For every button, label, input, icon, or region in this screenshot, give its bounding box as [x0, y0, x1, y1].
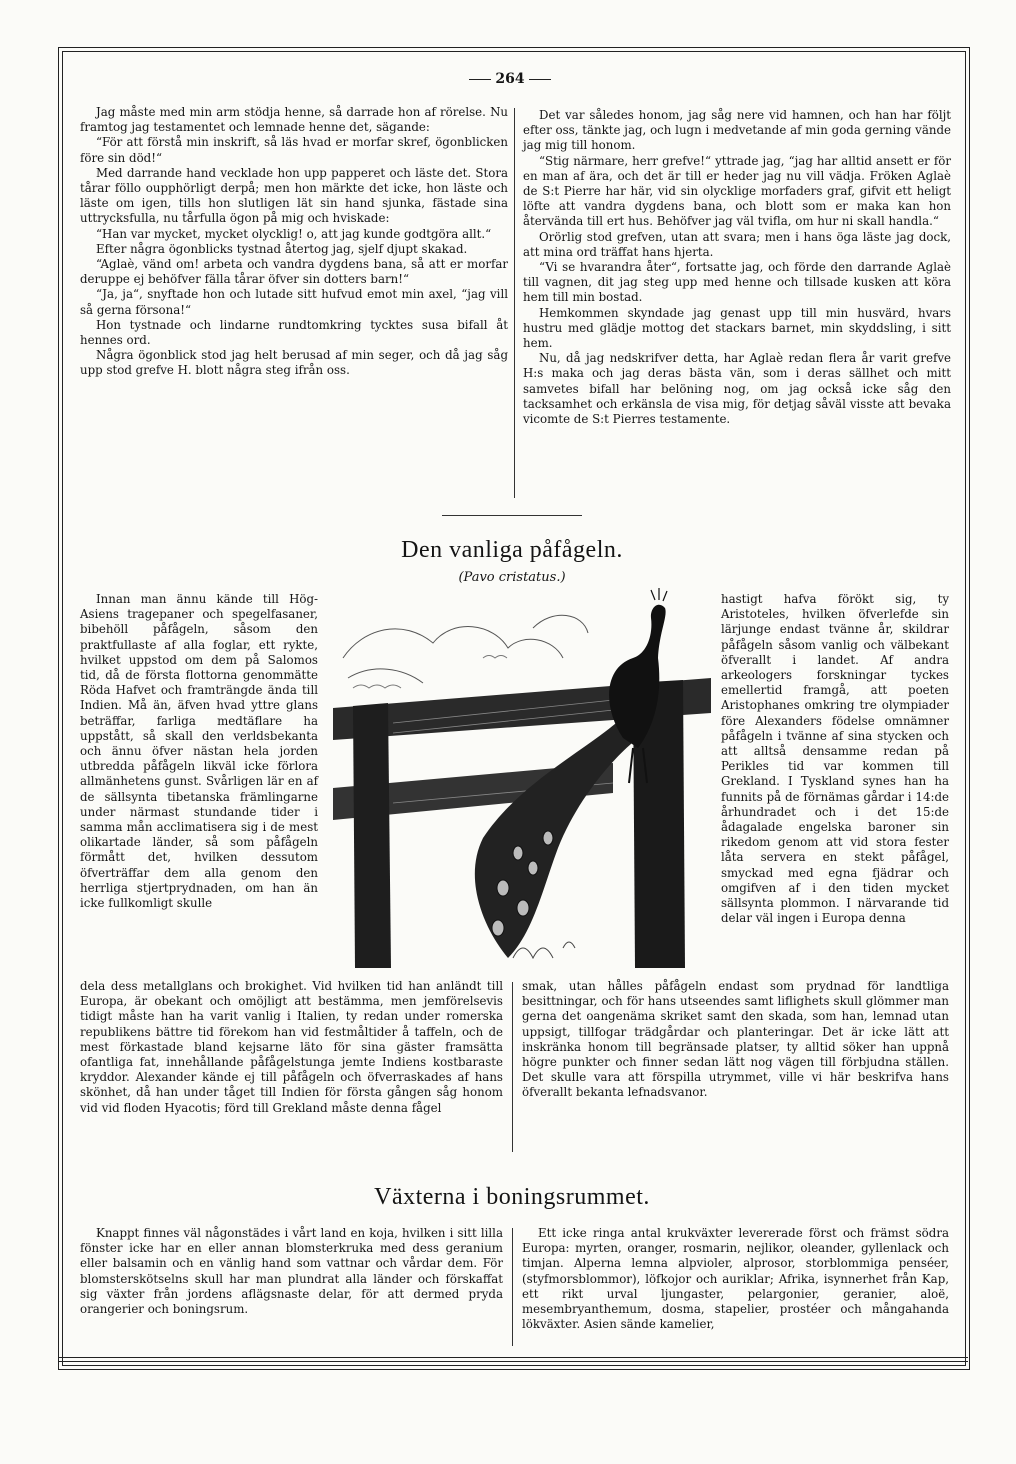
peacock-right-column: [721, 592, 949, 926]
paragraph: Nu, då jag nedskrifver detta, har Aglaè redan flera år varit grefve H:s maka och jag deras bästa vän, som i deras sällhet och mitt samvetes bifall har belöning nog, om jag också icke såg den tacksamhet och erkänsla de visa mig, för detjag såväl visste att bevaka vicomte de S:t Pierres testamente.: [523, 351, 951, 427]
paragraph: Innan man ännu kände till Hög-Asiens tragepaner och spegelfasaner, bibehöll påfågeln, såsom den praktfullaste af alla foglar, ett rykte, hvilket uppstod om dem på Salomos tid, då de första flottorna genommätte Röda Hafvet och framträngde ända till Indien. Må än, äfven hvad yttre glans beträffar, farliga medtäflare ha uppstått, så skall den verldsbekanta och ännu öfver nästan hela jorden utbredda påfågeln likväl icke förlora allmänhetens gunst. Svårligen lär en af de sällsynta tibetanska främlingarne under närmast stundande tider i samma mån acclimatisera sig i de mest olikartade länder, så som påfågeln förmått det, hvilken dessutom öfverträffar dem alla genom den herrliga stjertprydnaden, om han än icke fullkomligt skulle: [80, 592, 318, 911]
paragraph: “Han var mycket, mycket olycklig! o, att jag kunde godtgöra allt.“: [96, 226, 492, 241]
story-left-column: [80, 105, 508, 379]
paragraph: hastigt hafva förökt sig, ty Aristoteles, hvilken öfverlefde sin lärjunge endast tvänne år, skildrar påfågeln såsom vanlig och välbekant öfverallt i landet. Af andra arkeologers forskningar tyckes emellertid framgå, att poeten Aristophanes omkring tre olympiader före Alexanders födelse omnämner påfågeln i tvänne af sina stycken och att alltså densamme redan på Perikles tid var kommen till Grekland. I Tyskland synes han ha funnits på de förnämas gårdar i 14:de århundradet och i det 15:de ådagalade engelska baroner sin rikedom genom att vid stora fester låta servera en stekt påfågel, smyckad med egna fjädrar och omgifven af i den tiden mycket sällsynta plommon. I närvarande tid delar väl ingen i Europa denna: [721, 592, 949, 926]
paragraph: Hon tystnade och lindarne rundtomkring tycktes susa bifall åt hennes ord.: [80, 317, 508, 348]
wooden-post: [353, 703, 391, 968]
paragraph: “Aglaè, vänd om! arbeta och vandra dygdens bana, så att er morfar deruppe ej behöfver fälla tårar öfver sin dotters barn!“: [80, 257, 508, 287]
paragraph: Orörlig stod grefven, utan att svara; men i hans öga läste jag dock, att mina ord träffat hans hjerta.: [523, 229, 951, 259]
section-divider: [442, 515, 582, 516]
peacock-bottom-right: [522, 979, 949, 1101]
paragraph: Efter några ögonblicks tystnad återtog jag, sjelf djupt skakad.: [96, 241, 468, 256]
paragraph: Jag måste med min arm stödja henne, så darrade hon af rörelse. Nu framtog jag testamentet och lemnade henne det, sägande:: [80, 105, 508, 135]
column-divider: [514, 108, 515, 498]
bottom-rule: [58, 1361, 968, 1362]
peacock-illustration: [333, 588, 711, 968]
paragraph: “Ja, ja“, snyftade hon och lutade sitt hufvud emot min axel, “jag vill så gerna försona!“: [80, 287, 508, 317]
paragraph: Knappt finnes väl någonstädes i vårt land en koja, hvilken i sitt lilla fönster icke har en eller annan blomsterkruka med dess geranium eller balsamin och en vänlig hand som vattnar och vårdar dem. För blomsterskötselns skull har man plundrat alla länder och förskaffat sig växter från jordens aflägsnaste delar, för att dermed pryda orangerier och boningsrum.: [80, 1226, 503, 1317]
paragraph: “Vi se hvarandra åter“, fortsatte jag, och förde den darrande Aglaè till vagnen, dit jag steg upp med henne och tillsade kusken att köra hem till min bostad.: [523, 260, 951, 305]
article-title-peacock: Den vanliga påfågeln.: [401, 537, 623, 563]
paragraph: Det var således honom, jag såg nere vid hamnen, och han har följt efter oss, tänkte jag, och lugn i medvetande af min goda gerning vände jag mig till honom.: [523, 108, 951, 153]
peacock-left-column: [80, 592, 318, 911]
paragraph: smak, utan hålles påfågeln endast som prydnad för landtliga besittningar, och för hans utseendes samt liflighets skull glömmer man gerna det oangenäma skriket samt den skada, som han, lemnad utan uppsigt, tillfogar trädgårdar och planteringar. Det är icke lätt att inskränka honom till begränsade platser, ty alltid söker han uppnå högre punkter och finner sedan lätt nog vägen till förbjudna ställen. Det skulle vara att förspilla utrymmet, ville vi här beskrifva hans öfverallt bekanta lefnadsvanor.: [522, 979, 949, 1100]
column-divider: [512, 982, 513, 1152]
article-subtitle: (Pavo cristatus.): [458, 570, 566, 585]
peacock-bottom-left: [80, 979, 503, 1116]
plants-right-column: [522, 1226, 949, 1332]
article-title-plants: Växterna i boningsrummet.: [374, 1184, 650, 1210]
bottom-rule: [58, 1357, 968, 1358]
page-number: 264: [440, 71, 580, 87]
plants-left-column: [80, 1226, 503, 1317]
paragraph: “Stig närmare, herr grefve!“ yttrade jag, “jag har alltid ansett er för en man af ära, och det är till er heder jag nu vill vädja. Fröken Aglaè de S:t Pierre har här, vid sin olycklige morfaders graf, gifvit ett heligt löfte att vandra dygdens bana, och blott som er maka kan hon återvända till ert hus. Behöfver jag väl tvifla, om hur ni skall handla.“: [523, 153, 951, 229]
paragraph: “För att förstå min inskrift, så läs hvad er morfar skref, ögonblicken före sin död!“: [80, 135, 508, 165]
story-right-column: [523, 108, 951, 427]
column-divider: [512, 1228, 513, 1346]
paragraph: dela dess metallglans och brokighet. Vid hvilken tid han anländt till Europa, är obekant och omöjligt att bestämma, men jemförelsevis tidigt måste han ha varit vanlig i Italien, ty redan under romerska republikens bättre tid förekom han vid festmåltider å taffeln, och de mest förkastade bland kejsarne läto för sina gäster framsätta ofantliga fat, innehållande påfågelstunga jemte Indiens kostbaraste kryddor. Alexander kände ej till påfågeln och öfverraskades af hans skönhet, då han under tåget till Indien för första gången såg honom vid vid floden Hyacotis; förd till Grekland måste denna fågel: [80, 979, 503, 1115]
paragraph: Några ögonblick stod jag helt berusad af min seger, och då jag såg upp stod grefve H. blott några steg ifrån oss.: [80, 348, 508, 378]
paragraph: Hemkommen skyndade jag genast upp till min husvärd, hvars hustru med glädje mottog det stackars barnet, min skyddsling, i sitt hem.: [523, 305, 951, 351]
paragraph: Med darrande hand vecklade hon upp papperet och läste det. Stora tårar föllo oupphörligt derpå; men hon märkte det icke, hon läste och läste om igen, tills hon slutligen lät sin hand sjunka, fästade sina uttrycksfulla, nu tårfulla ögon på mig och hviskade:: [80, 165, 508, 226]
paragraph: Ett icke ringa antal krukväxter levererade först och främst södra Europa: myrten, oranger, rosmarin, nejlikor, oleander, gyllenlack och timjan. Alperna lemna alpvioler, alprosor, storblommiga penséer, (styfmorsblommor), löfkojor och auriklar; Afrika, isynnerhet från Kap, ett rikt urval ljungaster, pelargonier, geranier, aloë, mesembryanthemum, dosma, stapelier, prostéer och mångahanda lökväxter. Asien sände kamelier,: [522, 1226, 949, 1332]
